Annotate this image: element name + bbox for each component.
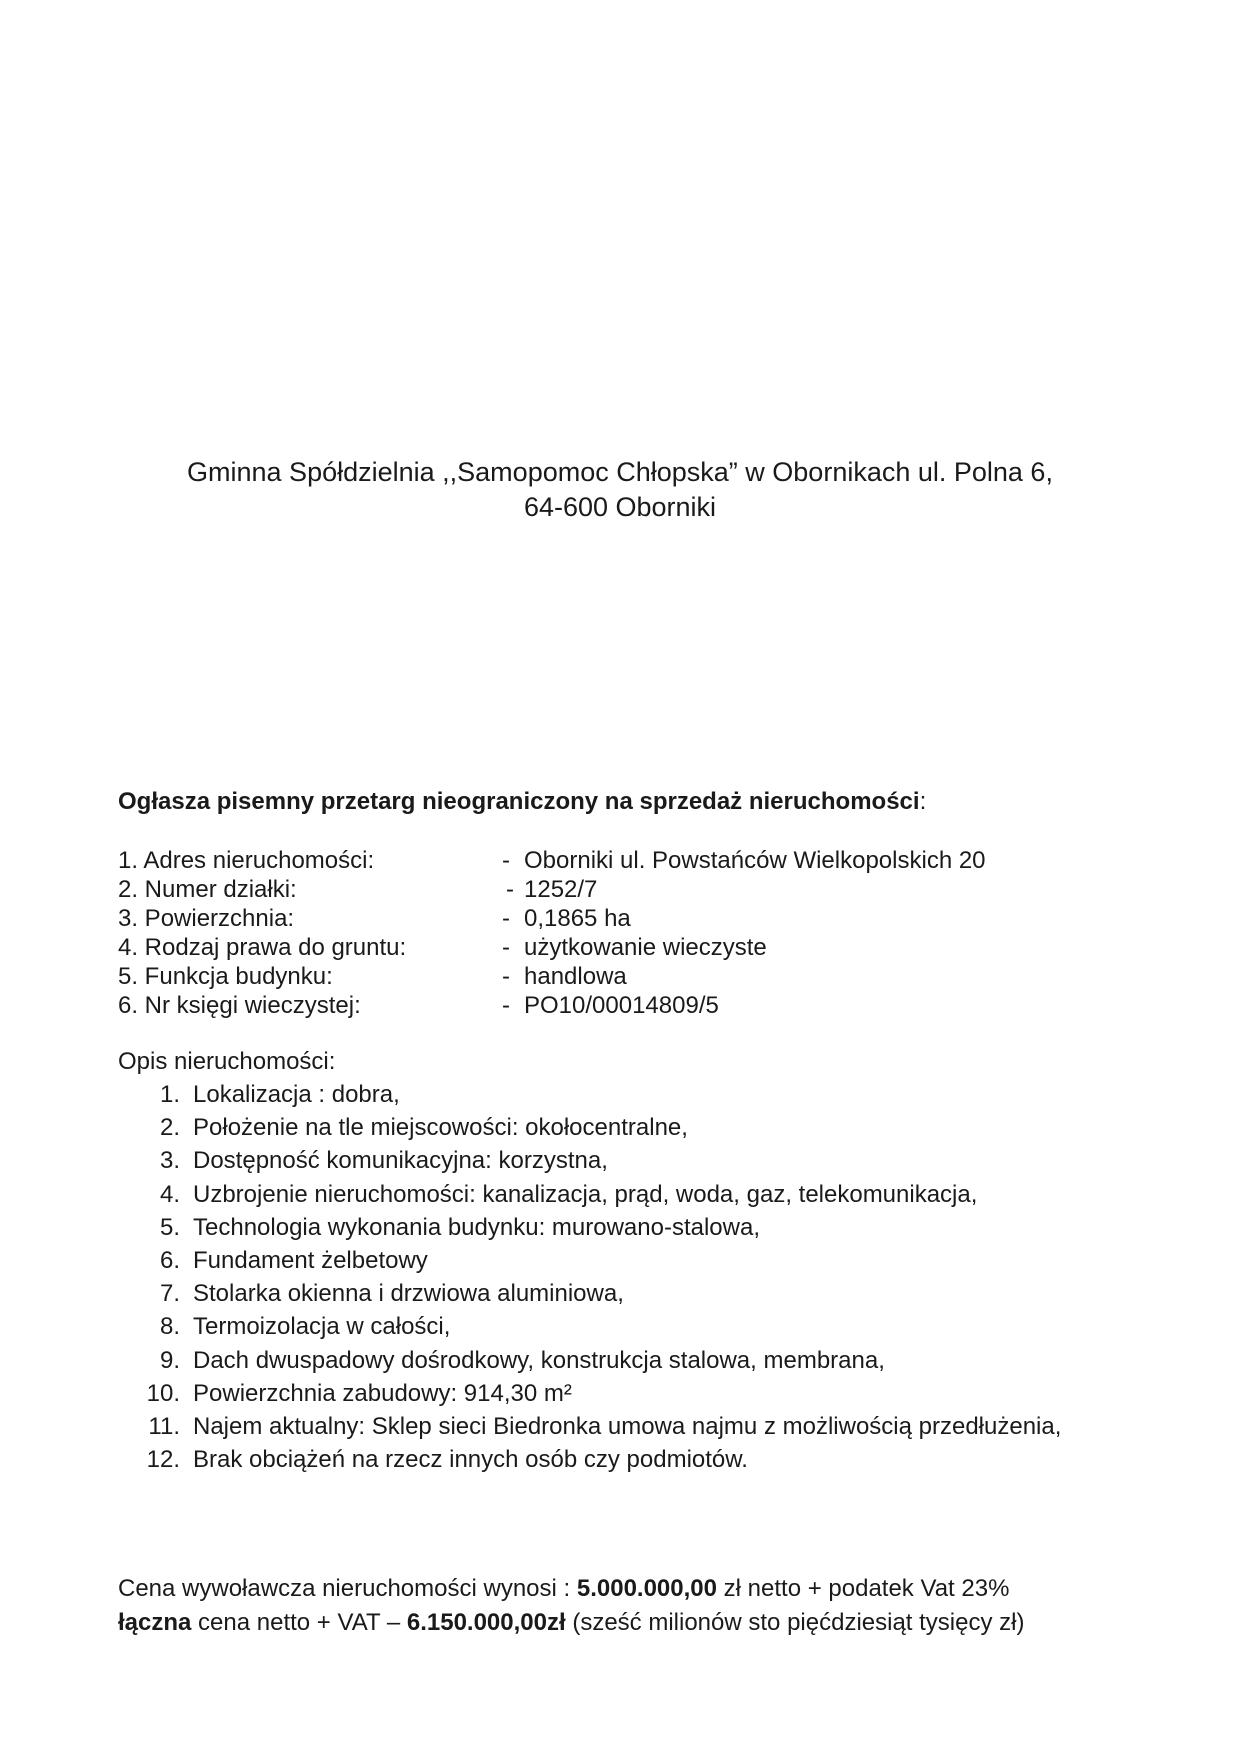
price-line-2-suffix: (sześć milionów sto pięćdziesiąt tysięcy zł) — [565, 1609, 1025, 1636]
list-item — [118, 1178, 1168, 1211]
list-item-text: Termoizolacja w całości, — [193, 1313, 451, 1341]
list-item-number: 2. — [159, 1114, 180, 1142]
property-dash: - — [502, 992, 510, 1019]
list-item-number: 4. — [159, 1180, 180, 1208]
property-row — [118, 875, 1118, 904]
announcement-text: Ogłasza pisemny przetarg nieograniczony na sprzedaż nieruchomości — [118, 788, 920, 815]
property-row — [118, 933, 1118, 962]
property-dash: - — [502, 905, 510, 932]
list-item — [118, 1211, 1168, 1244]
property-row — [118, 846, 1118, 875]
list-item-number: 9. — [159, 1346, 180, 1374]
property-label: 2. Numer działki: — [118, 876, 297, 903]
description-title: Opis nieruchomości: — [118, 1048, 336, 1075]
list-item-number: 5. — [159, 1213, 180, 1241]
property-label: 1. Adres nieruchomości: — [118, 847, 375, 874]
price-line-2 — [118, 1606, 1128, 1640]
property-dash: - — [502, 934, 510, 961]
property-label: 6. Nr księgi wieczystej: — [118, 992, 361, 1019]
list-item-number: 7. — [159, 1280, 180, 1308]
list-item — [118, 1111, 1168, 1144]
property-dash: - — [502, 847, 510, 874]
price-line-1-suffix: zł netto + podatek Vat 23% — [717, 1575, 1010, 1602]
list-item-text: Najem aktualny: Sklep sieci Biedronka umowa najmu z możliwością przedłużenia, — [193, 1412, 1062, 1440]
announcement-colon: : — [919, 788, 927, 815]
price-line-1-prefix: Cena wywoławcza nieruchomości wynosi : — [118, 1575, 577, 1602]
list-item — [118, 1244, 1168, 1277]
property-value: 0,1865 ha — [524, 905, 631, 932]
list-item-number: 12. — [146, 1446, 180, 1474]
list-item-number: 1. — [159, 1081, 180, 1108]
list-item-text: Stolarka okienna i drzwiowa aluminiowa, — [193, 1280, 624, 1308]
property-dash: - — [506, 876, 514, 903]
list-item-number: 3. — [159, 1147, 180, 1175]
list-item-number: 11. — [148, 1412, 180, 1440]
list-item-number: 8. — [159, 1313, 180, 1341]
description-list — [118, 1078, 1168, 1476]
list-item-text: Dach dwuspadowy dośrodkowy, konstrukcja stalowa, membrana, — [193, 1346, 885, 1374]
property-details — [118, 846, 1118, 1020]
total-price-amount: 6.150.000,00zł — [406, 1609, 566, 1636]
list-item-text: Lokalizacja : dobra, — [193, 1081, 400, 1108]
header-line-2: 64-600 Oborniki — [523, 492, 717, 522]
list-item — [118, 1277, 1168, 1310]
document-header — [0, 455, 1240, 525]
list-item — [118, 1377, 1168, 1410]
list-item — [118, 1310, 1168, 1343]
list-item-text: Dostępność komunikacyjna: korzystna, — [193, 1147, 608, 1175]
list-item-text: Uzbrojenie nieruchomości: kanalizacja, prąd, woda, gaz, telekomunikacja, — [193, 1180, 978, 1208]
property-label: 5. Funkcja budynku: — [118, 963, 333, 990]
property-value: PO10/00014809/5 — [524, 992, 719, 1019]
list-item-text: Brak obciążeń na rzecz innych osób czy podmiotów. — [193, 1446, 748, 1474]
starting-price-amount: 5.000.000,00 — [576, 1575, 717, 1602]
price-section — [118, 1572, 1128, 1640]
property-value: 1252/7 — [524, 876, 598, 903]
price-line-1 — [118, 1572, 1128, 1606]
list-item-number: 6. — [159, 1246, 180, 1274]
price-line-2-mid: cena netto + VAT – — [191, 1609, 407, 1636]
list-item — [118, 1144, 1168, 1177]
announcement — [118, 788, 926, 816]
property-row — [118, 991, 1118, 1020]
property-row — [118, 904, 1118, 933]
list-item-text: Położenie na tle miejscowości: okołocentralne, — [193, 1114, 688, 1142]
property-value: handlowa — [524, 963, 627, 990]
list-item-text: Powierzchnia zabudowy: 914,30 m² — [193, 1379, 572, 1407]
property-label: 3. Powierzchnia: — [118, 905, 295, 932]
property-dash: - — [502, 963, 510, 990]
list-item-number: 10. — [146, 1379, 180, 1407]
property-value: użytkowanie wieczyste — [524, 934, 767, 961]
list-item — [118, 1443, 1168, 1476]
list-item — [118, 1344, 1168, 1377]
property-row — [118, 962, 1118, 991]
list-item — [118, 1410, 1168, 1443]
price-line-2-bold: łączna — [118, 1609, 192, 1636]
list-item-text: Fundament żelbetowy — [193, 1246, 428, 1274]
list-item-text: Technologia wykonania budynku: murowano-stalowa, — [193, 1213, 760, 1241]
property-value: Oborniki ul. Powstańców Wielkopolskich 20 — [524, 847, 986, 874]
header-line-1: Gminna Spółdzielnia ,,Samopomoc Chłopska” w Obornikach ul. Polna 6, — [187, 457, 1053, 487]
list-item — [118, 1078, 1168, 1111]
property-label: 4. Rodzaj prawa do gruntu: — [118, 934, 407, 961]
